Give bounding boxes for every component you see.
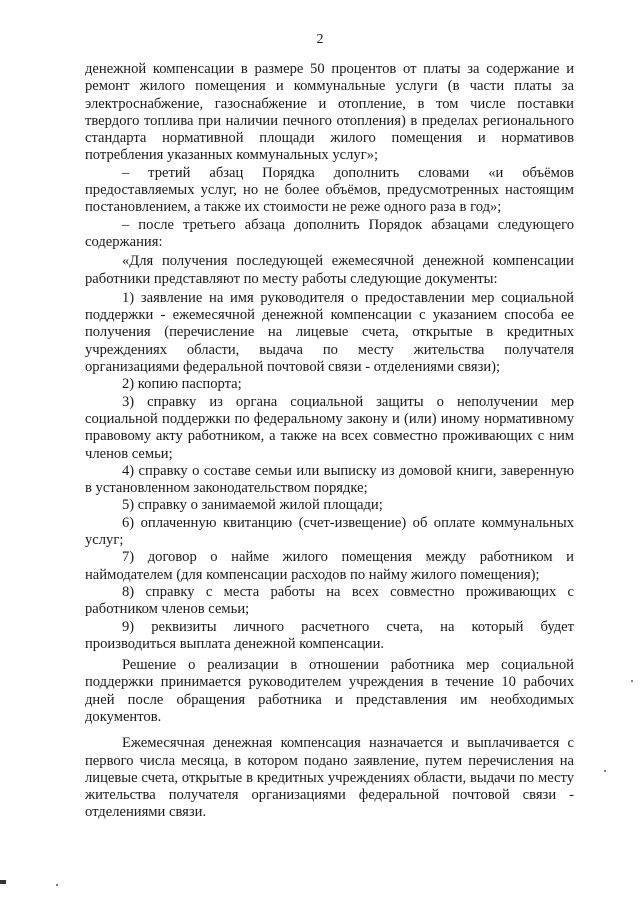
paragraph-third-abzac-amendment: – третий абзац Порядка дополнить словами «и объёмов предоставляемых услуг, но не более объёмов, предусмотренных настоящим постановлением, а также их стоимости не реже одного раза в год»; (85, 164, 574, 216)
list-item-8: 8) справку с места работы на всех совместно проживающих с работником членов семьи; (85, 583, 574, 618)
list-item-5: 5) справку о занимаемой жилой площади; (122, 497, 383, 514)
scan-speck (56, 884, 58, 886)
paragraph-add-abzacs: – после третьего абзаца дополнить Порядок абзацами следующего содержания: (85, 216, 574, 250)
scan-speck (631, 680, 633, 682)
list-item-6: 6) оплаченную квитанцию (счет-извещение) об оплате коммунальных услуг; (85, 514, 574, 549)
list-item-7: 7) договор о найме жилого помещения между работником и наймодателем (для компенсации расходов по найму жилого помещения); (85, 549, 574, 583)
paragraph-documents-intro: «Для получения последующей ежемесячной денежной компенсации работники представляют по месту работы следующие документы: (85, 253, 574, 287)
scan-edge-mark (0, 880, 6, 884)
list-item-2: 2) копию паспорта; (122, 376, 242, 393)
list-item-9: 9) реквизиты личного расчетного счета, на который будет производиться выплата денежной компенсации. (85, 618, 574, 652)
scan-speck (604, 770, 606, 772)
paragraph-compensation-continuation: денежной компенсации в размере 50 процентов от платы за содержание и ремонт жилого помещения и коммунальные услуги (в части платы за электроснабжение, газоснабжение и отопление, в том числе поставки твердого топлива при наличии печного отопления) в пределах регионального стандарта нормативной площади жилого помещения и нормативов потребления указанных коммунальных услуг»; (85, 61, 574, 164)
page-number: 2 (316, 32, 324, 47)
list-item-3: 3) справку из органа социальной защиты о неполучении мер социальной поддержки по федеральному закону и (или) иному нормативному правовому акту работником, а также на всех совместно проживающих с ним членов семьи; (85, 393, 574, 462)
document-body (85, 61, 574, 822)
paragraph-decision: Решение о реализации в отношении работника мер социальной поддержки принимается руководителем учреждения в течение 10 рабочих дней после обращения работника и представления им необходимых документов. (85, 657, 574, 725)
list-item-1: 1) заявление на имя руководителя о предоставлении мер социальной поддержки - ежемесячной денежной компенсации с указанием способа ее получения (перечисление на лицевые счета, открытые в кредитных учреждениях области, выдача по месту жительства получателя организациями федеральной почтовой связи - отделениями связи); (85, 289, 574, 376)
list-item-4: 4) справку о составе семьи или выписку из домовой книги, заверенную в установленном законодательством порядке; (85, 462, 574, 497)
paragraph-payment: Ежемесячная денежная компенсация назначается и выплачивается с первого числа месяца, в котором подано заявление, путем перечисления на лицевые счета, открытые в кредитных учреждениях области, выдачи по месту жительства получателя организациями федеральной почтовой связи - отделениями связи. (85, 735, 574, 821)
